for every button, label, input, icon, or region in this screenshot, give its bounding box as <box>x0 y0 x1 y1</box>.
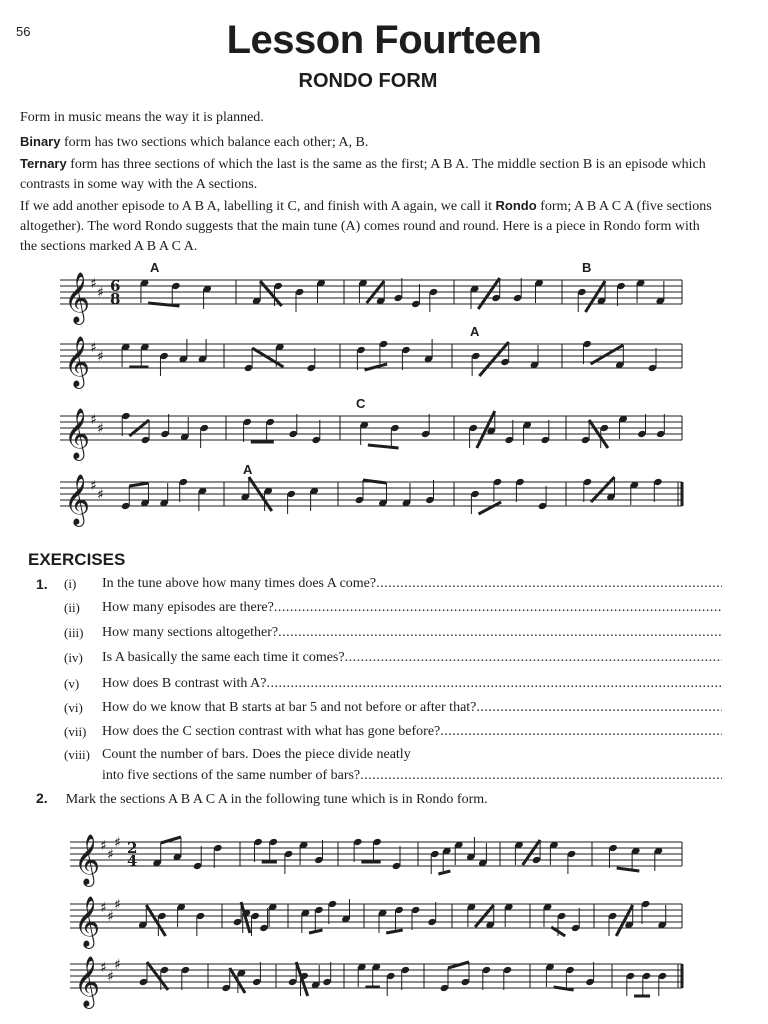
question-text: Is A basically the same each time it comes? <box>102 650 345 665</box>
question-1-i <box>28 576 722 598</box>
question-roman: (i) <box>64 576 77 591</box>
music-staff-1 <box>0 258 768 323</box>
answer-line[interactable] <box>266 676 722 692</box>
sharp-icon: ♯ <box>97 349 104 365</box>
sharp-icon: ♯ <box>107 847 114 863</box>
time-signature-top: 6 <box>110 277 121 295</box>
answer-line[interactable] <box>376 576 722 592</box>
music-staff-2 <box>0 322 768 387</box>
question-roman: (viii) <box>64 747 90 762</box>
note-beam <box>386 930 403 933</box>
note-beam <box>363 480 387 483</box>
intro-paragraph-form: Form in music means the way it is planned. <box>20 110 264 125</box>
term-rondo: Rondo <box>495 198 537 213</box>
answer-line[interactable] <box>345 650 722 666</box>
page-number: 56 <box>16 24 31 39</box>
sharp-icon: ♯ <box>90 412 97 428</box>
treble-clef-icon: 𝄞 <box>74 896 101 947</box>
question-1-vii <box>28 724 722 746</box>
question-text: In the tune above how many times does A come? <box>102 576 377 591</box>
question-text: How do we know that B starts at bar 5 and not before or after that? <box>102 700 477 715</box>
note-beam <box>438 871 450 874</box>
note-beam <box>365 364 388 370</box>
music-staff-5[interactable] <box>0 820 768 885</box>
rondo-text-2: form; A B A C A (five sections altogether). The word Rondo suggests that the main tune (A) comes round and round. Here is a piece in Rondo form with the sections marked A B A C A. <box>20 199 712 254</box>
sharp-icon: ♯ <box>97 421 104 437</box>
note-beam <box>479 342 508 376</box>
answer-line[interactable] <box>274 600 722 616</box>
sharp-icon: ♯ <box>100 900 107 916</box>
question-1-viii <box>28 747 722 791</box>
sharp-icon: ♯ <box>114 897 121 913</box>
time-signature-top: 2 <box>127 839 138 857</box>
question-text: How many sections altogether? <box>102 625 279 640</box>
sharp-icon: ♯ <box>107 909 114 925</box>
section-label: A <box>243 462 253 477</box>
treble-clef-icon: 𝄞 <box>64 408 91 459</box>
sharp-icon: ♯ <box>100 838 107 854</box>
question-roman: (v) <box>64 676 80 691</box>
question-roman: (iii) <box>64 625 84 640</box>
term-binary: Binary <box>20 134 61 149</box>
music-staff-6[interactable] <box>0 882 768 947</box>
term-ternary: Ternary <box>20 156 67 171</box>
music-staff-3 <box>0 394 768 459</box>
note-beam <box>479 502 502 514</box>
section-label: A <box>150 260 160 275</box>
note-beam <box>296 962 308 996</box>
note-beam <box>368 445 399 448</box>
sharp-icon: ♯ <box>90 478 97 494</box>
exercises-heading: EXERCISES <box>28 550 126 569</box>
note-beam <box>554 987 574 990</box>
intro-paragraph-rondo <box>20 196 720 257</box>
note-beam <box>309 930 323 933</box>
question-1-vi <box>28 700 722 722</box>
treble-clef-icon: 𝄞 <box>64 474 91 525</box>
sharp-icon: ♯ <box>97 285 104 301</box>
section-label: B <box>582 260 592 275</box>
intro-paragraph-binary <box>20 132 720 153</box>
note-beam <box>148 303 179 306</box>
answer-line[interactable] <box>360 768 722 784</box>
question-roman: (vii) <box>64 724 87 739</box>
section-label: A <box>470 324 480 339</box>
question-1-ii <box>28 600 722 622</box>
answer-line[interactable] <box>440 724 722 740</box>
sharp-icon: ♯ <box>114 957 121 973</box>
time-signature-bottom: 8 <box>110 290 121 308</box>
sharp-icon: ♯ <box>100 960 107 976</box>
question-text: Mark the sections A B A C A in the following tune which is in Rondo form. <box>65 792 488 807</box>
music-staff-4 <box>0 460 768 525</box>
question-text: How many episodes are there? <box>102 600 274 615</box>
ternary-definition: form has three sections of which the last is the same as the first; A B A. The middle section B is an episode which contrasts in some way with the A sections. <box>20 157 706 192</box>
sharp-icon: ♯ <box>107 969 114 985</box>
treble-clef-icon: 𝄞 <box>64 336 91 387</box>
note-beam <box>252 348 283 367</box>
sharp-icon: ♯ <box>90 276 97 292</box>
music-staff-7[interactable] <box>0 942 768 1007</box>
answer-line[interactable] <box>278 625 722 641</box>
question-text: Count the number of bars. Does the piece divide neatly <box>102 747 411 762</box>
note-beam <box>129 483 148 486</box>
time-signature-bottom: 4 <box>127 852 138 870</box>
question-text-continued: into five sections of the same number of bars? <box>102 768 361 783</box>
question-number: 2. <box>36 790 48 806</box>
answer-line[interactable] <box>476 700 722 716</box>
question-1-iii <box>28 625 722 647</box>
treble-clef-icon: 𝄞 <box>74 956 101 1007</box>
note-beam <box>617 868 640 871</box>
note-beam <box>448 962 469 968</box>
treble-clef-icon: 𝄞 <box>64 272 91 323</box>
question-1-iv <box>28 650 722 672</box>
intro-paragraph-ternary <box>20 154 720 195</box>
question-roman: (iv) <box>64 650 83 665</box>
page-subtitle: RONDO FORM <box>298 70 438 92</box>
note-beam <box>591 345 624 364</box>
sharp-icon: ♯ <box>97 487 104 503</box>
question-text: How does the C section contrast with what has gone before? <box>102 724 441 739</box>
binary-definition: form has two sections which balance each other; A, B. <box>60 135 369 150</box>
treble-clef-icon: 𝄞 <box>74 834 101 885</box>
sharp-icon: ♯ <box>114 835 121 851</box>
rondo-text-1: If we add another episode to A B A, labelling it C, and finish with A again, we call it <box>20 199 496 214</box>
question-text: How does B contrast with A? <box>102 676 267 691</box>
sharp-icon: ♯ <box>90 340 97 356</box>
question-2 <box>28 790 488 808</box>
page-title: Lesson Fourteen <box>226 18 542 62</box>
question-roman: (ii) <box>64 600 80 615</box>
section-label: C <box>356 396 366 411</box>
question-number: 1. <box>36 576 48 592</box>
question-roman: (vi) <box>64 700 83 715</box>
question-1-v <box>28 676 722 698</box>
